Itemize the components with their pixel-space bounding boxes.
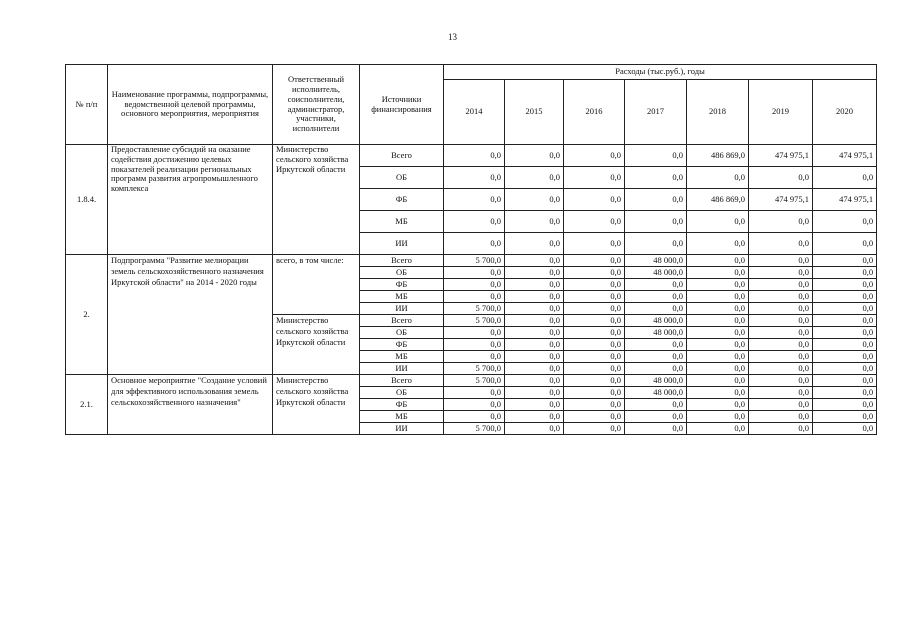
amount-cell: 0,0 [813, 255, 877, 267]
amount-cell: 0,0 [625, 399, 687, 411]
header-name: Наименование программы, подпрограммы, ведомственной целевой программы, основного мероприятия, мероприятия [108, 65, 273, 145]
program-name: Предоставление субсидий на оказание содействия достижению целевых показателей реализации региональных программ развития агропромышленного комплекса [108, 145, 273, 255]
amount-cell: 0,0 [813, 327, 877, 339]
funding-source: МБ [360, 211, 444, 233]
amount-cell: 486 869,0 [687, 189, 749, 211]
amount-cell: 0,0 [687, 411, 749, 423]
amount-cell: 0,0 [813, 387, 877, 399]
funding-source: Всего [360, 255, 444, 267]
amount-cell: 474 975,1 [749, 189, 813, 211]
amount-cell: 0,0 [749, 267, 813, 279]
amount-cell: 0,0 [444, 339, 505, 351]
amount-cell: 0,0 [687, 351, 749, 363]
amount-cell: 0,0 [749, 211, 813, 233]
amount-cell: 0,0 [625, 363, 687, 375]
amount-cell: 0,0 [505, 233, 564, 255]
funding-source: ОБ [360, 267, 444, 279]
funding-source: МБ [360, 351, 444, 363]
amount-cell: 0,0 [749, 351, 813, 363]
amount-cell: 0,0 [505, 189, 564, 211]
amount-cell: 0,0 [625, 423, 687, 435]
amount-cell: 0,0 [505, 267, 564, 279]
amount-cell: 0,0 [625, 411, 687, 423]
amount-cell: 0,0 [687, 363, 749, 375]
amount-cell: 0,0 [564, 363, 625, 375]
amount-cell: 0,0 [687, 387, 749, 399]
amount-cell: 0,0 [813, 303, 877, 315]
table-body [66, 145, 877, 435]
funding-source: МБ [360, 411, 444, 423]
amount-cell: 5 700,0 [444, 315, 505, 327]
amount-cell: 0,0 [564, 233, 625, 255]
amount-cell: 5 700,0 [444, 303, 505, 315]
amount-cell: 0,0 [625, 291, 687, 303]
amount-cell: 48 000,0 [625, 315, 687, 327]
header-year: 2016 [564, 80, 625, 145]
amount-cell: 0,0 [813, 211, 877, 233]
amount-cell: 0,0 [564, 339, 625, 351]
amount-cell: 0,0 [444, 291, 505, 303]
amount-cell: 0,0 [505, 423, 564, 435]
amount-cell: 0,0 [564, 327, 625, 339]
header-year: 2018 [687, 80, 749, 145]
amount-cell: 0,0 [505, 291, 564, 303]
amount-cell: 0,0 [813, 399, 877, 411]
amount-cell: 0,0 [813, 233, 877, 255]
amount-cell: 0,0 [813, 375, 877, 387]
amount-cell: 0,0 [444, 351, 505, 363]
amount-cell: 0,0 [687, 279, 749, 291]
header-num: № п/п [66, 65, 108, 145]
amount-cell: 0,0 [625, 303, 687, 315]
amount-cell: 0,0 [625, 189, 687, 211]
header-expenses: Расходы (тыс.руб.), годы [444, 65, 877, 80]
amount-cell: 0,0 [749, 167, 813, 189]
executor-cell: всего, в том числе: [273, 255, 360, 315]
amount-cell: 0,0 [444, 327, 505, 339]
amount-cell: 0,0 [813, 339, 877, 351]
amount-cell: 0,0 [749, 387, 813, 399]
amount-cell: 0,0 [813, 315, 877, 327]
amount-cell: 0,0 [505, 411, 564, 423]
amount-cell: 0,0 [564, 189, 625, 211]
amount-cell: 48 000,0 [625, 375, 687, 387]
funding-source: ФБ [360, 279, 444, 291]
funding-source: Всего [360, 315, 444, 327]
amount-cell: 5 700,0 [444, 363, 505, 375]
funding-source: Всего [360, 145, 444, 167]
amount-cell: 0,0 [564, 291, 625, 303]
funding-source: ФБ [360, 399, 444, 411]
funding-source: ОБ [360, 327, 444, 339]
amount-cell: 5 700,0 [444, 255, 505, 267]
amount-cell: 0,0 [749, 423, 813, 435]
amount-cell: 0,0 [564, 255, 625, 267]
funding-source: ИИ [360, 303, 444, 315]
amount-cell: 0,0 [813, 363, 877, 375]
amount-cell: 0,0 [813, 423, 877, 435]
header-year: 2017 [625, 80, 687, 145]
amount-cell: 0,0 [749, 375, 813, 387]
amount-cell: 474 975,1 [749, 145, 813, 167]
amount-cell: 0,0 [505, 375, 564, 387]
amount-cell: 0,0 [749, 411, 813, 423]
funding-source: Всего [360, 375, 444, 387]
executor-cell: Министерство сельского хозяйства Иркутской области [273, 375, 360, 435]
amount-cell: 0,0 [444, 233, 505, 255]
header-year: 2019 [749, 80, 813, 145]
amount-cell: 0,0 [687, 303, 749, 315]
amount-cell: 0,0 [505, 279, 564, 291]
amount-cell: 0,0 [625, 279, 687, 291]
amount-cell: 0,0 [625, 167, 687, 189]
table-row [66, 255, 877, 267]
amount-cell: 0,0 [813, 167, 877, 189]
row-number: 1.8.4. [66, 145, 108, 255]
amount-cell: 0,0 [444, 189, 505, 211]
amount-cell: 0,0 [444, 399, 505, 411]
amount-cell: 0,0 [813, 291, 877, 303]
amount-cell: 0,0 [444, 387, 505, 399]
amount-cell: 0,0 [625, 233, 687, 255]
table-row [66, 145, 877, 167]
program-name: Подпрограмма "Развитие мелиорации земель сельскохозяйственного назначения Иркутской области" на 2014 - 2020 годы [108, 255, 273, 375]
funding-source: ИИ [360, 423, 444, 435]
amount-cell: 0,0 [687, 315, 749, 327]
amount-cell: 0,0 [564, 399, 625, 411]
amount-cell: 0,0 [749, 315, 813, 327]
amount-cell: 48 000,0 [625, 327, 687, 339]
page-number: 13 [448, 32, 457, 42]
amount-cell: 0,0 [687, 167, 749, 189]
executor-cell: Министерство сельского хозяйства Иркутской области [273, 145, 360, 255]
amount-cell: 0,0 [505, 327, 564, 339]
funding-source: ФБ [360, 339, 444, 351]
amount-cell: 5 700,0 [444, 375, 505, 387]
amount-cell: 0,0 [444, 211, 505, 233]
amount-cell: 0,0 [813, 267, 877, 279]
amount-cell: 0,0 [505, 145, 564, 167]
table-row [66, 375, 877, 387]
amount-cell: 0,0 [813, 279, 877, 291]
header-year: 2014 [444, 80, 505, 145]
amount-cell: 0,0 [444, 145, 505, 167]
table-header [66, 65, 877, 145]
header-year: 2020 [813, 80, 877, 145]
amount-cell: 0,0 [749, 303, 813, 315]
program-name: Основное мероприятие "Создание условий для эффективного использования земель сельскохозяйственного назначения" [108, 375, 273, 435]
amount-cell: 0,0 [687, 233, 749, 255]
amount-cell: 0,0 [564, 279, 625, 291]
budget-table [65, 64, 877, 435]
amount-cell: 0,0 [687, 327, 749, 339]
amount-cell: 486 869,0 [687, 145, 749, 167]
funding-source: ОБ [360, 387, 444, 399]
amount-cell: 0,0 [749, 233, 813, 255]
amount-cell: 474 975,1 [813, 145, 877, 167]
amount-cell: 0,0 [505, 315, 564, 327]
amount-cell: 0,0 [749, 291, 813, 303]
amount-cell: 0,0 [505, 387, 564, 399]
amount-cell: 0,0 [749, 399, 813, 411]
amount-cell: 0,0 [505, 399, 564, 411]
amount-cell: 0,0 [813, 351, 877, 363]
amount-cell: 0,0 [505, 167, 564, 189]
executor-cell: Министерство сельского хозяйства Иркутской области [273, 315, 360, 375]
amount-cell: 48 000,0 [625, 267, 687, 279]
amount-cell: 474 975,1 [813, 189, 877, 211]
funding-source: ФБ [360, 189, 444, 211]
funding-source: МБ [360, 291, 444, 303]
amount-cell: 0,0 [749, 339, 813, 351]
amount-cell: 0,0 [625, 145, 687, 167]
amount-cell: 0,0 [749, 327, 813, 339]
amount-cell: 0,0 [564, 167, 625, 189]
amount-cell: 48 000,0 [625, 387, 687, 399]
amount-cell: 0,0 [749, 363, 813, 375]
amount-cell: 5 700,0 [444, 423, 505, 435]
amount-cell: 0,0 [564, 303, 625, 315]
amount-cell: 0,0 [505, 363, 564, 375]
funding-source: ОБ [360, 167, 444, 189]
row-number: 2. [66, 255, 108, 375]
amount-cell: 0,0 [564, 387, 625, 399]
amount-cell: 0,0 [564, 351, 625, 363]
amount-cell: 0,0 [687, 211, 749, 233]
amount-cell: 0,0 [444, 279, 505, 291]
header-year: 2015 [505, 80, 564, 145]
header-executor: Ответственный исполнитель, соисполнители, администратор, участники, исполнители [273, 65, 360, 145]
amount-cell: 0,0 [444, 411, 505, 423]
amount-cell: 0,0 [564, 211, 625, 233]
amount-cell: 0,0 [444, 267, 505, 279]
amount-cell: 0,0 [749, 279, 813, 291]
amount-cell: 0,0 [564, 145, 625, 167]
amount-cell: 0,0 [505, 351, 564, 363]
header-sources: Источники финансирования [360, 65, 444, 145]
amount-cell: 0,0 [564, 411, 625, 423]
amount-cell: 0,0 [687, 291, 749, 303]
amount-cell: 0,0 [687, 267, 749, 279]
amount-cell: 0,0 [444, 167, 505, 189]
amount-cell: 0,0 [505, 211, 564, 233]
amount-cell: 0,0 [687, 255, 749, 267]
amount-cell: 0,0 [505, 303, 564, 315]
funding-source: ИИ [360, 363, 444, 375]
amount-cell: 0,0 [625, 211, 687, 233]
amount-cell: 48 000,0 [625, 255, 687, 267]
amount-cell: 0,0 [813, 411, 877, 423]
amount-cell: 0,0 [749, 255, 813, 267]
amount-cell: 0,0 [505, 339, 564, 351]
amount-cell: 0,0 [687, 375, 749, 387]
amount-cell: 0,0 [505, 255, 564, 267]
amount-cell: 0,0 [687, 423, 749, 435]
amount-cell: 0,0 [625, 339, 687, 351]
amount-cell: 0,0 [687, 399, 749, 411]
amount-cell: 0,0 [564, 267, 625, 279]
funding-source: ИИ [360, 233, 444, 255]
amount-cell: 0,0 [564, 423, 625, 435]
amount-cell: 0,0 [687, 339, 749, 351]
row-number: 2.1. [66, 375, 108, 435]
amount-cell: 0,0 [625, 351, 687, 363]
amount-cell: 0,0 [564, 315, 625, 327]
amount-cell: 0,0 [564, 375, 625, 387]
